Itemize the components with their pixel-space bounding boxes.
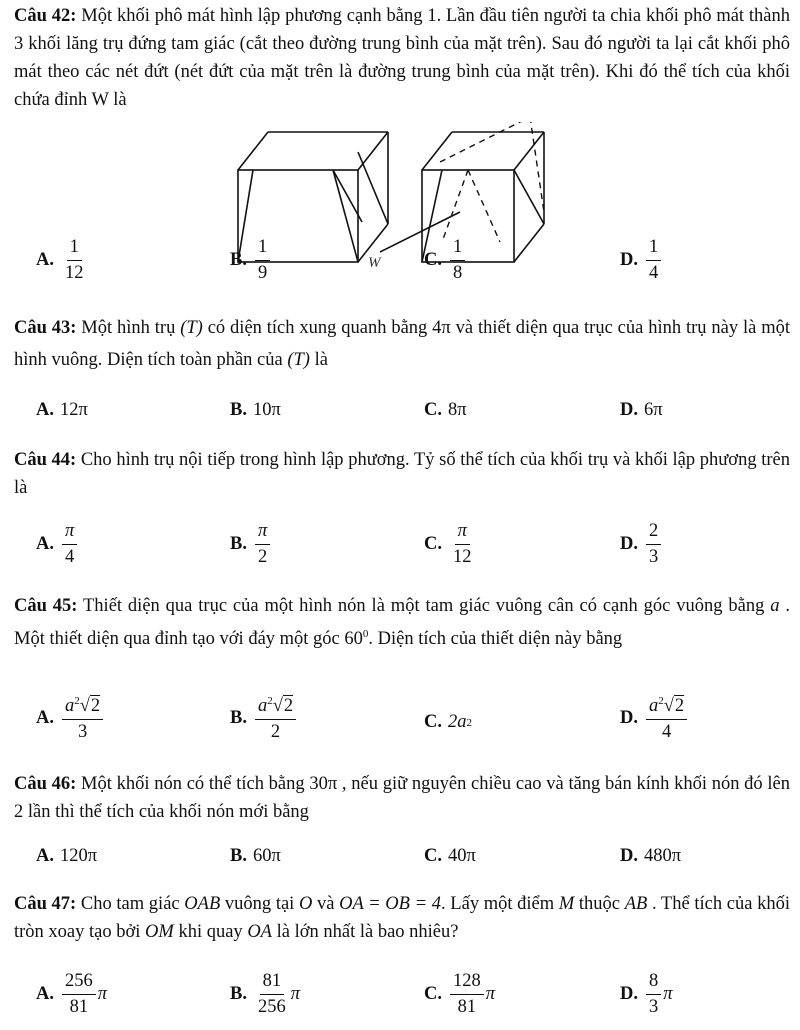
- option-label: B.: [230, 533, 247, 554]
- option-label: A.: [36, 846, 54, 866]
- question-text: có diện tích xung quanh bằng 4π và thiết diện qua trục của hình trụ này là một hình vuông. Diện tích toàn phần của: [14, 318, 791, 370]
- math-var: a: [770, 596, 780, 616]
- q45-option-a[interactable]: [36, 696, 105, 741]
- q42-option-d[interactable]: [620, 238, 663, 282]
- option-label: A.: [36, 400, 54, 420]
- option-value: 6π: [644, 400, 663, 420]
- question-text: . Một thiết diện qua đỉnh tạo với đáy một góc: [14, 596, 790, 650]
- q46-option-d[interactable]: [620, 846, 681, 867]
- option-value: 10π: [252, 400, 281, 420]
- option-value: 12π: [60, 400, 88, 420]
- question-44: [14, 446, 790, 502]
- option-label: B.: [230, 400, 247, 420]
- option-label: B.: [230, 249, 247, 270]
- q43-option-c[interactable]: [424, 400, 467, 421]
- option-label: C.: [424, 846, 442, 866]
- option-label: C.: [424, 249, 442, 270]
- question-text: là: [309, 350, 328, 370]
- question-label: Câu 45:: [14, 596, 78, 616]
- fraction: $\frac{\pi}{2}$: [255, 522, 270, 566]
- q45-option-d[interactable]: [620, 696, 689, 741]
- exponent: 2: [466, 716, 472, 729]
- option-label: D.: [620, 400, 638, 420]
- option-label: B.: [230, 846, 247, 866]
- option-label: D.: [620, 708, 638, 729]
- q46-option-b[interactable]: [230, 846, 281, 867]
- q43-option-d[interactable]: [620, 400, 663, 421]
- math-var: (T): [287, 350, 310, 370]
- pi-symbol: π: [485, 983, 496, 1004]
- option-label: D.: [620, 533, 638, 554]
- option-value: 8π: [448, 400, 467, 420]
- question-label: Câu 43:: [14, 318, 77, 338]
- q45-option-c[interactable]: [424, 712, 472, 733]
- math-var: OAB: [184, 894, 221, 914]
- math-var: OM: [145, 922, 174, 942]
- question-label: Câu 47:: [14, 894, 77, 914]
- math-var: O: [298, 894, 313, 914]
- fraction: $\frac{1}{12}$: [65, 237, 84, 283]
- pi-symbol: π: [290, 983, 300, 1004]
- math-var: OA: [247, 922, 272, 942]
- fraction: $\frac{1}{9}$: [255, 238, 270, 282]
- question-text: Cho hình trụ nội tiếp trong hình lập phương. Tỷ số thể tích của khối trụ và khối lập phương trên là: [14, 450, 790, 498]
- q46-option-a[interactable]: [36, 846, 97, 867]
- question-text: thuộc: [574, 894, 625, 914]
- option-value: 60π: [252, 846, 281, 866]
- q47-option-a[interactable]: [36, 972, 107, 1016]
- question-text: . Thể tích của khối tròn xoay tạo bởi: [14, 894, 790, 942]
- fraction: $\frac{81}{256}$: [257, 971, 286, 1017]
- q44-option-d[interactable]: [620, 522, 663, 566]
- option-label: C.: [424, 400, 442, 420]
- q42-option-b[interactable]: [230, 238, 272, 282]
- math-var: (T): [180, 318, 203, 338]
- option-label: A.: [36, 983, 54, 1004]
- fraction: $\frac{1}{8}$: [450, 238, 465, 282]
- fraction: $\frac{a^2√2}{4}$: [646, 696, 687, 741]
- q47-option-d[interactable]: [620, 972, 673, 1016]
- pi-symbol: π: [663, 983, 673, 1004]
- question-label: Câu 46:: [14, 774, 77, 794]
- math-value: 60: [344, 629, 363, 650]
- q43-option-a[interactable]: [36, 400, 88, 421]
- question-47: [14, 890, 790, 946]
- q42-option-a[interactable]: [36, 238, 89, 282]
- option-value: 2a: [448, 712, 467, 732]
- option-value: 480π: [644, 846, 682, 866]
- question-text: và: [312, 894, 340, 914]
- question-45: [14, 592, 790, 653]
- fraction: $\frac{\pi}{12}$: [453, 521, 472, 567]
- q47-option-c[interactable]: [424, 972, 495, 1016]
- question-text: vuông tại: [220, 894, 299, 914]
- question-text: là lớn nhất là bao nhiêu?: [271, 922, 459, 942]
- option-label: D.: [620, 249, 638, 270]
- q46-option-c[interactable]: [424, 846, 476, 867]
- option-value: 120π: [60, 846, 98, 866]
- question-text: khi quay: [173, 922, 248, 942]
- option-label: C.: [424, 983, 442, 1004]
- q43-option-b[interactable]: [230, 400, 281, 421]
- q42-option-c[interactable]: [424, 238, 467, 282]
- fraction: $\frac{a^2√2}{2}$: [255, 696, 296, 741]
- q44-option-c[interactable]: [424, 522, 477, 566]
- option-label: B.: [230, 983, 247, 1004]
- question-42: [14, 2, 790, 114]
- option-label: A.: [36, 249, 54, 270]
- question-label: Câu 42:: [14, 6, 77, 26]
- degree: 0: [362, 628, 369, 640]
- option-label: D.: [620, 846, 638, 866]
- question-46: [14, 770, 790, 826]
- option-label: C.: [424, 712, 442, 732]
- question-text: . Lấy một điểm: [441, 894, 559, 914]
- fraction: $\frac{128}{81}$: [450, 972, 484, 1016]
- math-expression: OA = OB = 4: [339, 894, 442, 914]
- q44-option-a[interactable]: [36, 522, 79, 566]
- option-label: A.: [36, 533, 54, 554]
- question-text: Một khối nón có thể tích bằng 30π , nếu giữ nguyên chiều cao và tăng bán kính khối nón đó lên 2 lần thì thể tích của khối nón mới bằng: [14, 774, 791, 822]
- math-var: AB: [624, 894, 648, 914]
- fraction: $\frac{2}{3}$: [646, 522, 661, 566]
- fraction: $\frac{a^2√2}{3}$: [62, 696, 103, 741]
- fraction: $\frac{256}{81}$: [62, 972, 96, 1016]
- option-label: B.: [230, 708, 247, 729]
- fraction: $\frac{1}{4}$: [646, 238, 661, 282]
- option-label: D.: [620, 983, 638, 1004]
- question-text: . Diện tích của thiết diện này bằng: [368, 629, 623, 650]
- pi-symbol: π: [97, 983, 108, 1004]
- q45-option-b[interactable]: [230, 696, 298, 741]
- option-label: A.: [36, 708, 54, 729]
- question-text: Thiết diện qua trục của một hình nón là một tam giác vuông cân có cạnh góc vuông bằng: [77, 596, 771, 616]
- option-value: 40π: [448, 846, 476, 866]
- fraction: $\frac{\pi}{4}$: [62, 522, 77, 566]
- question-text: Một hình trụ: [76, 318, 181, 338]
- fraction: $\frac{8}{3}$: [646, 972, 661, 1016]
- q44-option-b[interactable]: [230, 522, 272, 566]
- q47-option-b[interactable]: [230, 972, 300, 1016]
- question-43: [14, 312, 790, 376]
- math-var: M: [558, 894, 575, 914]
- question-text: Cho tam giác: [76, 894, 185, 914]
- option-label: C.: [424, 533, 442, 554]
- question-text: Một khối phô mát hình lập phương cạnh bằng 1. Lần đầu tiên người ta chia khối phô mát thành 3 khối lăng trụ đứng tam giác (cắt theo đường trung bình của mặt trên). Sau đó người ta lại cắt khối phô mát theo các nét đứt (nét đứt của mặt trên là đường trung bình của mặt trên). Khi đó thể tích của khối chứa đỉnh W là: [14, 6, 791, 110]
- question-label: Câu 44:: [14, 450, 77, 470]
- figure-label-w: W: [368, 255, 381, 271]
